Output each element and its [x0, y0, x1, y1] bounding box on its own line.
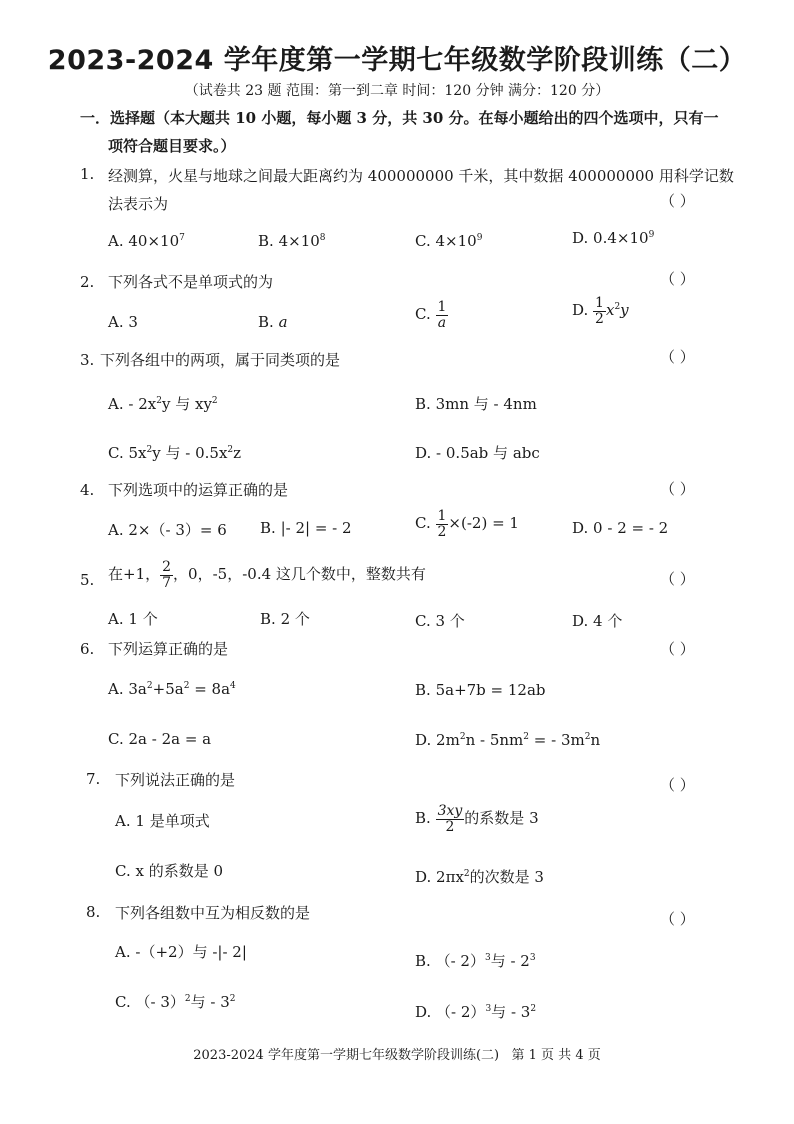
option-d[interactable]: D. 0 - 2 = - 2 — [572, 519, 669, 537]
question-stem: 下列各组中的两项，属于同类项的是 — [100, 351, 341, 369]
answer-bracket[interactable]: （ ） — [660, 192, 695, 210]
option-b[interactable]: B. 2 个 — [260, 610, 310, 628]
footer-title: 2023-2024 学年度第一学期七年级数学阶段训练(二) — [193, 1048, 500, 1063]
question-stem: 下列运算正确的是 — [108, 640, 229, 658]
option-d[interactable]: D. $\frac{1}{2}$ $x^2y$ — [572, 295, 629, 327]
option-d[interactable]: D. 4 个 — [572, 612, 623, 630]
page-title: 2023-2024 学年度第一学期七年级数学阶段训练（二） — [47, 45, 747, 76]
question-stem: 经测算，火星与地球之间最大距离约为 400000000 千米，其中数据 400000000 用科学记数 — [108, 167, 734, 185]
page-footer — [0, 1044, 794, 1063]
answer-bracket[interactable]: （ ） — [660, 640, 695, 658]
option-c[interactable]: C. 3 个 — [415, 612, 465, 630]
option-c[interactable]: C. x 的系数是 0 — [115, 862, 224, 880]
option-b[interactable]: B. |- 2| = - 2 — [260, 519, 352, 537]
option-a[interactable]: A. $3a^2+5a^2 = 8a^4$ — [108, 680, 236, 698]
option-d[interactable]: D. （- 2）$^3$与 - $3^2$ — [415, 1003, 537, 1021]
option-d[interactable]: D. $2\pi x^2$的次数是 3 — [415, 868, 544, 886]
question-number: 7. — [86, 770, 101, 788]
question-number: 6. — [80, 640, 95, 658]
option-a[interactable]: A. 1 个 — [108, 610, 158, 628]
option-b[interactable]: B. 5a+7b = 12ab — [415, 681, 546, 699]
answer-bracket[interactable]: （ ） — [660, 570, 695, 588]
question-stem: 下列各式不是单项式的为 — [108, 273, 274, 291]
answer-bracket[interactable]: （ ） — [660, 776, 695, 794]
option-a[interactable]: A. $40\times 10^7$ — [108, 232, 185, 250]
question-number: 3. — [80, 351, 95, 369]
option-a[interactable]: A. 1 是单项式 — [115, 812, 210, 830]
question-stem: 下列说法正确的是 — [115, 771, 236, 789]
option-a[interactable]: A. 2×（- 3）= 6 — [108, 521, 227, 539]
question-number: 2. — [80, 273, 95, 291]
question-number: 5. — [80, 571, 95, 589]
option-d[interactable]: D. - 0.5ab 与 abc — [415, 444, 540, 462]
option-c[interactable]: C. $4\times 10^9$ — [415, 232, 483, 250]
option-b[interactable]: B. $4\times 10^8$ — [258, 232, 326, 250]
option-c[interactable]: C. $5x^2y$ 与 - $0.5x^2z$ — [108, 444, 242, 462]
question-stem-cont: 法表示为 — [108, 195, 169, 213]
exam-info: （试卷共 23 题 范围：第一到二章 时间：120 分钟 满分：120 分） — [184, 83, 610, 99]
option-d[interactable]: D. $0.4\times 10^9$ — [572, 229, 655, 247]
option-a[interactable]: A. 3 — [108, 313, 138, 331]
question-number: 1. — [80, 165, 95, 183]
option-c[interactable]: C. 2a - 2a = a — [108, 730, 212, 748]
answer-bracket[interactable]: （ ） — [660, 910, 695, 928]
option-b[interactable]: B. （- 2）$^3$与 - $2^3$ — [415, 952, 536, 970]
question-number: 8. — [86, 903, 101, 921]
section-heading-cont: 项符合题目要求。） — [108, 137, 236, 155]
question-stem: 在+1， $\frac{2}{7}$ ，0，-5，-0.4 这几个数中，整数共有 — [108, 559, 426, 591]
option-b[interactable]: B. 3mn 与 - 4nm — [415, 395, 537, 413]
option-d[interactable]: D. $2m^2n - 5nm^2$ = - $3m^2n$ — [415, 731, 601, 749]
option-c[interactable]: C. $\frac{1}{a}$ — [415, 299, 447, 331]
answer-bracket[interactable]: （ ） — [660, 348, 695, 366]
option-a[interactable]: A. -（+2）与 -|- 2| — [115, 943, 247, 961]
option-c[interactable]: C. $\frac{1}{2}$ ×(-2) = 1 — [415, 508, 519, 540]
answer-bracket[interactable]: （ ） — [660, 480, 695, 498]
question-number: 4. — [80, 481, 95, 499]
option-a[interactable]: A. - $2x^2y$ 与 $xy^2$ — [108, 395, 218, 413]
page-number: 第 1 页 共 4 页 — [511, 1048, 601, 1063]
question-stem: 下列选项中的运算正确的是 — [108, 481, 289, 499]
answer-bracket[interactable]: （ ） — [660, 270, 695, 288]
section-heading: 一．选择题（本大题共 10 小题，每小题 3 分，共 30 分。在每小题给出的四个选项中，只有一 — [80, 109, 719, 127]
question-stem: 下列各组数中互为相反数的是 — [115, 904, 311, 922]
option-b[interactable]: B. a — [258, 313, 288, 331]
option-c[interactable]: C. （- 3）$^2$与 - $3^2$ — [115, 993, 236, 1011]
option-b[interactable]: B. $\frac{3xy}{2}$ 的系数是 3 — [415, 803, 539, 835]
